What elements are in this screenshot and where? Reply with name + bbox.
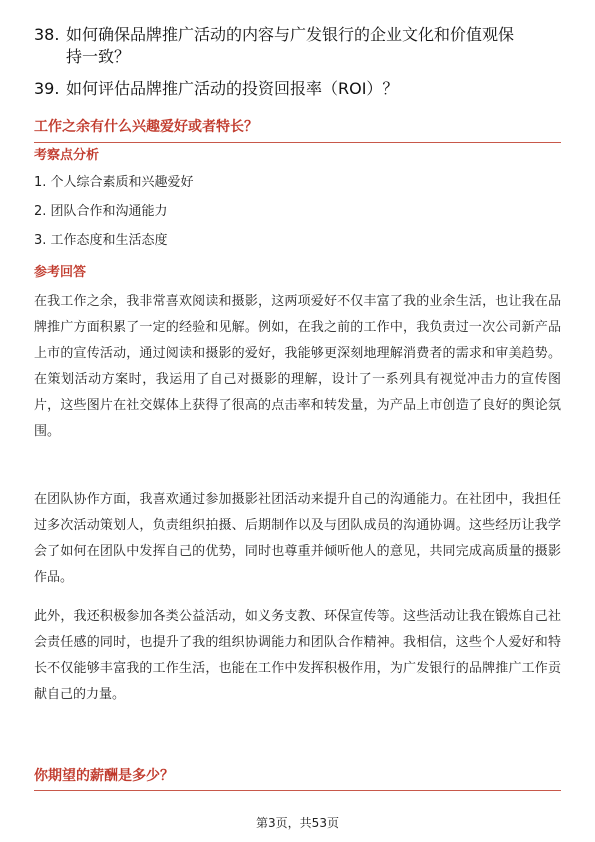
answer-paragraph: 此外，我还积极参加各类公益活动，如义务支教、环保宣传等。这些活动让我在锻炼自己社会责任感的同时，也提升了我的组织协调能力和团队合作精神。我相信，这些个人爱好和特长不仅能够丰富我的工作生活，也能在工作中发挥积极作用，为广发银行的品牌推广工作贡献自己的力量。	[34, 609, 561, 702]
page-number: 第3页，共53页	[256, 816, 339, 830]
question-text-line2: 持一致？	[66, 47, 131, 66]
analysis-point: 1. 个人综合素质和兴趣爱好	[34, 175, 194, 190]
section-divider	[34, 142, 561, 143]
question-39	[34, 78, 564, 100]
analysis-point: 2. 团队合作和沟通能力	[34, 204, 168, 219]
section-title-hobbies: 工作之余有什么兴趣爱好或者特长？	[34, 119, 258, 135]
analysis-point: 3. 工作态度和生活态度	[34, 233, 168, 248]
question-text-line1: 如何评估品牌推广活动的投资回报率（ROI）？	[66, 79, 399, 98]
answer-title: 参考回答	[34, 265, 87, 280]
answer-paragraph: 在团队协作方面，我喜欢通过参加摄影社团活动来提升自己的沟通能力。在社团中，我担任过多次活动策划人，负责组织拍摄、后期制作以及与团队成员的沟通协调。这些经历让我学会了如何在团队中发挥自己的优势，同时也尊重并倾听他人的意见，共同完成高质量的摄影作品。	[34, 492, 561, 585]
question-number: 38.	[34, 25, 60, 44]
section-title-salary: 你期望的薪酬是多少？	[34, 768, 174, 784]
section-divider	[34, 790, 561, 791]
question-38	[34, 24, 564, 68]
question-number: 39.	[34, 79, 60, 98]
question-text-line1: 如何确保品牌推广活动的内容与广发银行的企业文化和价值观保	[66, 25, 515, 44]
answer-paragraph: 在我工作之余，我非常喜欢阅读和摄影，这两项爱好不仅丰富了我的业余生活，也让我在品牌推广方面积累了一定的经验和见解。例如，在我之前的工作中，我负责过一次公司新产品上市的宣传活动，通过阅读和摄影的爱好，我能够更深刻地理解消费者的需求和审美趋势。在策划活动方案时，我运用了自己对摄影的理解，设计了一系列具有视觉冲击力的宣传图片，这些图片在社交媒体上获得了很高的点击率和转发量，为产品上市创造了良好的舆论氛围。	[34, 294, 561, 439]
analysis-title: 考察点分析	[34, 148, 100, 163]
